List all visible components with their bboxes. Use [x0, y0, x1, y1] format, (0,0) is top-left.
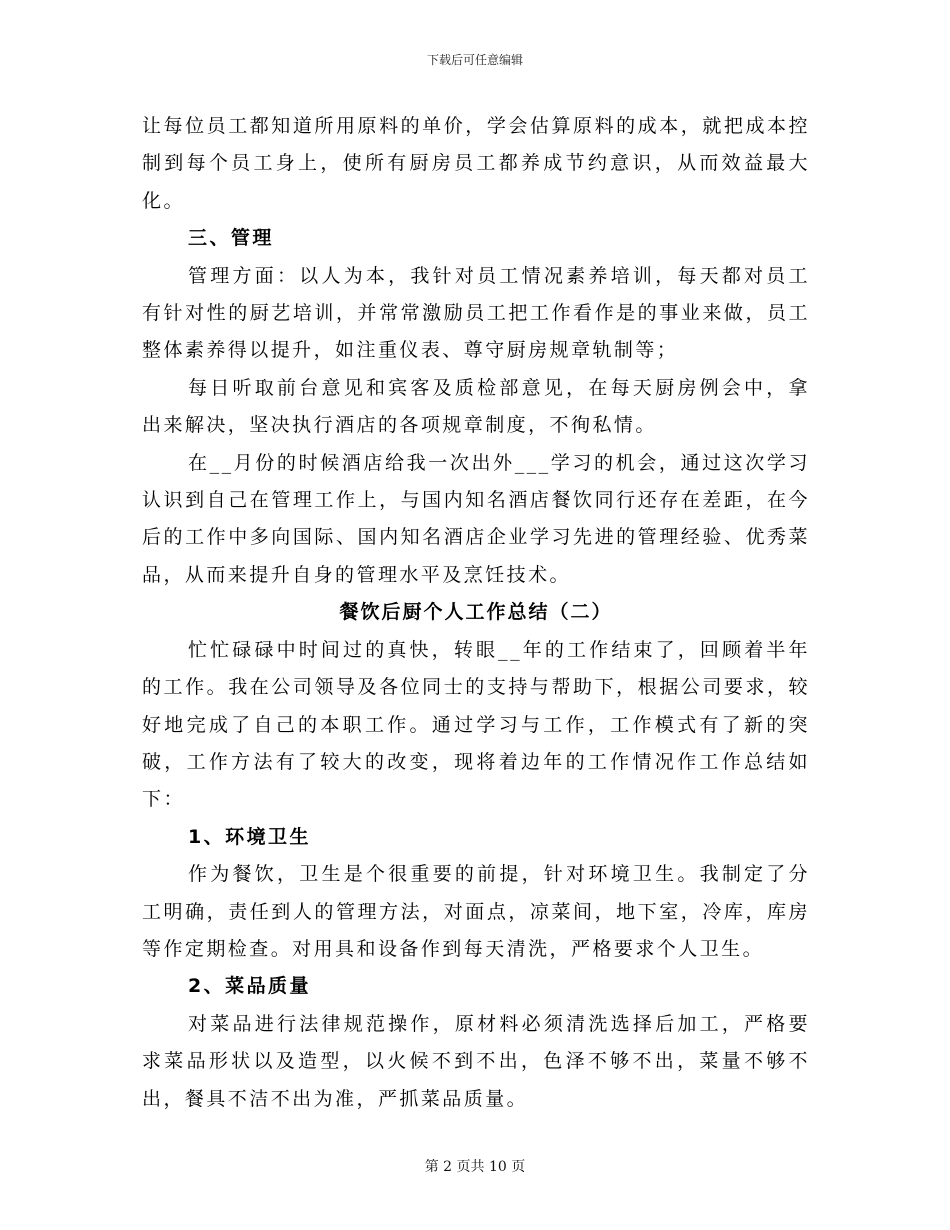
paragraph-hygiene: 作为餐饮，卫生是个很重要的前提，针对环境卫生。我制定了分工明确，责任到人的管理方法，对面点，凉菜间，地下室，冷库，库房等作定期检查。对用具和设备作到每天清洗，严格要求个人卫生。: [142, 863, 810, 960]
paragraph-cost-control: 让每位员工都知道所用原料的单价，学会估算原料的成本，就把成本控制到每个员工身上，使所有厨房员工都养成节约意识，从而效益最大化。: [142, 115, 810, 212]
document-body: [142, 108, 810, 1118]
section-title-summary-two: 餐饮后厨个人工作总结（二）: [339, 601, 613, 624]
section-heading-hygiene: 1、环境卫生: [188, 825, 311, 848]
paragraph-management: 管理方面：以人为本，我针对员工情况素养培训，每天都对员工有针对性的厨艺培训，并常常激励员工把工作看作是的事业来做，员工整体素养得以提升，如注重仪表、尊守厨房规章轨制等；: [142, 264, 810, 362]
paragraph-intro: 忙忙碌碌中时间过的真快，转眼__年的工作结束了，回顾着半年的工作。我在公司领导及各位同士的支持与帮助下，根据公司要求，较好地完成了自己的本职工作。通过学习与工作，工作模式有了新的突破，工作方法有了较大的改变，现将着边年的工作情况作工作总结如下：: [142, 638, 810, 811]
paragraph-quality: 对菜品进行法律规范操作，原材料必须清洗选择后加工，严格要求菜品形状以及造型，以火候不到不出，色泽不够不出，菜量不够不出，餐具不洁不出为准，严抓菜品质量。: [142, 1012, 810, 1110]
page-number: 第 2 页共 10 页: [424, 1159, 526, 1175]
section-heading-quality: 2、菜品质量: [188, 975, 311, 998]
page-header: 下载后可任意编辑: [426, 53, 523, 67]
paragraph-feedback: 每日听取前台意见和宾客及质检部意见，在每天厨房例会中，拿出来解决，坚决执行酒店的各项规章制度，不徇私情。: [142, 376, 810, 437]
section-heading-management: 三、管理: [188, 227, 274, 250]
paragraph-study-trip: 在__月份的时候酒店给我一次出外___学习的机会，通过这次学习认识到自己在管理工作上，与国内知名酒店餐饮同行还存在差距，在今后的工作中多向国际、国内知名酒店企业学习先进的管理经验、优秀菜品，从而来提升自身的管理水平及烹饪技术。: [142, 451, 810, 586]
